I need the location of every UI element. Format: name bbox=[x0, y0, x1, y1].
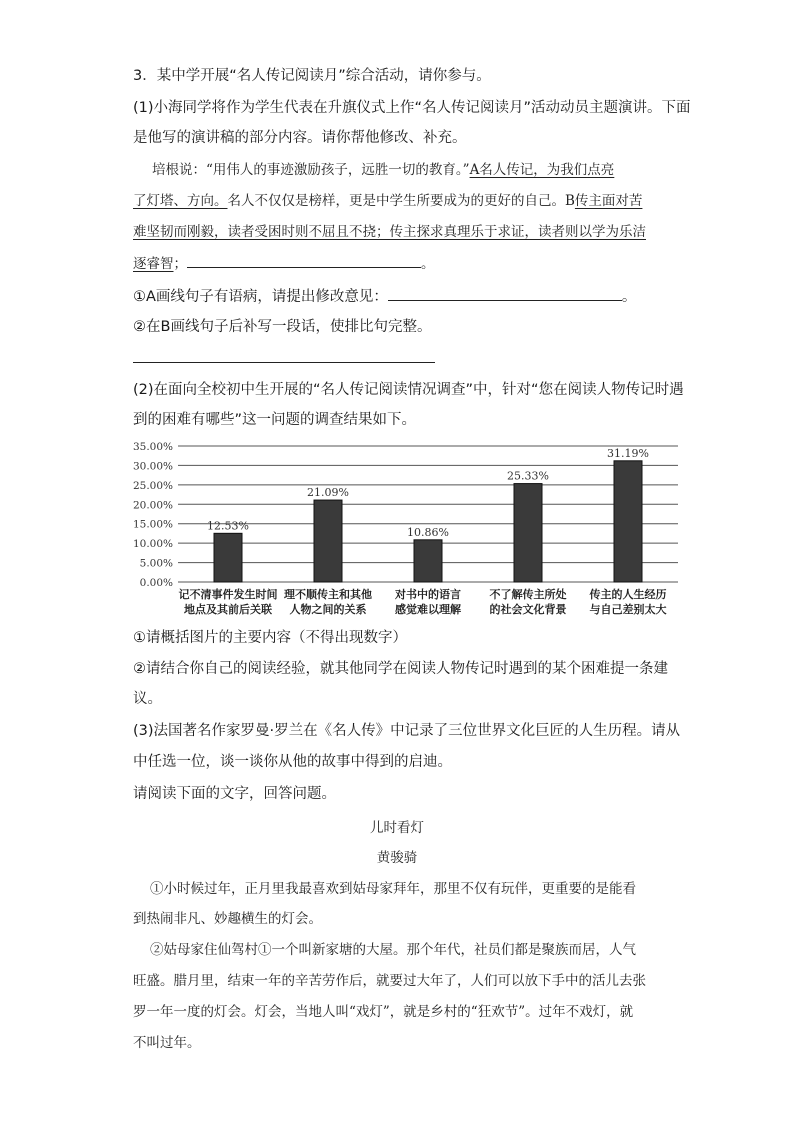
speech-line2 bbox=[133, 191, 642, 211]
x-category-label: 的社会文化背景 bbox=[489, 603, 567, 616]
underlined-sentence-b-cont: 难坚韧而刚毅，读者受困时则不屈且不挠；传主探求真理乐于求证，读者则以学为乐洁 bbox=[133, 224, 646, 240]
task-d-line2: 议。 bbox=[133, 691, 162, 707]
speech-line4: 逐睿智； 。 bbox=[133, 253, 435, 274]
y-tick-label: 25.00% bbox=[132, 479, 173, 492]
x-category-label: 人物之间的关系 bbox=[289, 603, 367, 616]
task-c: ①请概括图片的主要内容（不得出现数字） bbox=[133, 630, 407, 646]
y-tick-label: 35.00% bbox=[132, 441, 173, 453]
underlined-sentence-a: A名人传记，为我们点亮 bbox=[469, 162, 615, 178]
sub1-text-line1: (1)小海同学将作为学生代表在升旗仪式上作“名人传记阅读月”活动动员主题演讲。下面 bbox=[133, 100, 691, 116]
y-tick-label: 5.00% bbox=[139, 557, 173, 570]
speech-line1 bbox=[152, 160, 614, 180]
sub3-text-line1: (3)法国著名作家罗曼·罗兰在《名人传》中记录了三位世界文化巨匠的人生历程。请从 bbox=[133, 723, 681, 739]
x-category-label: 感觉难以理解 bbox=[395, 603, 461, 616]
y-tick-label: 0.00% bbox=[139, 577, 173, 589]
y-tick-label: 20.00% bbox=[132, 499, 173, 512]
task-b: ②在B画线句子后补写一段话，使排比句完整。 bbox=[133, 319, 432, 335]
bar bbox=[514, 484, 542, 582]
bar bbox=[314, 500, 342, 582]
x-category-label: 与自己差别太大 bbox=[589, 603, 667, 616]
speech-line3 bbox=[133, 222, 646, 242]
answer-blank-task-a[interactable] bbox=[388, 286, 622, 301]
x-category-label: 对书中的语言 bbox=[395, 588, 461, 601]
bar-value-label: 21.09% bbox=[307, 486, 349, 500]
y-tick-label: 30.00% bbox=[132, 460, 173, 473]
sub2-text-line1: (2)在面向全校初中生开展的“名人传记阅读情况调查”中，针对“您在阅读人物传记时遇 bbox=[133, 382, 684, 398]
bar bbox=[414, 540, 442, 582]
speech-middle: 名人不仅仅是榜样，更是中学生所要成为的更好的自己。B bbox=[227, 193, 575, 209]
sub3-text-line2: 中任选一位，谈一谈你从他的故事中得到的启迪。 bbox=[133, 754, 452, 770]
survey-bar-chart bbox=[128, 436, 688, 626]
underlined-sentence-b: 传主面对苦 bbox=[574, 193, 643, 209]
x-category-label: 地点及其前后关联 bbox=[184, 603, 272, 616]
article-p2-line4: 不叫过年。 bbox=[133, 1035, 201, 1051]
article-p2-line2: 旺盛。腊月里，结束一年的辛苦劳作后，就要过大年了，人们可以放下手中的活儿去张 bbox=[133, 973, 646, 989]
bar bbox=[214, 533, 242, 582]
speech-quote: 培根说：“用伟人的事迹激励孩子，远胜一切的教育。” bbox=[152, 162, 470, 178]
article-p2-line1: ②姑母家住仙驾村①一个叫新家塘的大屋。那个年代，社员们都是聚族而居，人气 bbox=[150, 942, 636, 958]
x-category-label: 记不清事件发生时间 bbox=[178, 588, 278, 601]
sub1-text-line2: 是他写的演讲稿的部分内容。请你帮他修改、补充。 bbox=[133, 130, 467, 146]
x-category-label: 理不顺传主和其他 bbox=[284, 588, 372, 601]
answer-blank-speech[interactable] bbox=[187, 253, 421, 268]
article-p1-line1: ①小时候过年，正月里我最喜欢到姑母家拜年，那里不仅有玩伴，更重要的是能看 bbox=[150, 881, 636, 897]
bar bbox=[614, 461, 642, 582]
bar-value-label: 31.19% bbox=[607, 446, 649, 460]
answer-blank-task-b[interactable] bbox=[133, 362, 435, 363]
underlined-sentence-a-cont: 了灯塔、方向。 bbox=[133, 193, 228, 209]
bar-value-label: 12.53% bbox=[207, 519, 249, 533]
bar-value-label: 25.33% bbox=[507, 469, 549, 483]
bar-value-label: 10.86% bbox=[407, 525, 449, 539]
task-d-line1: ②请结合你自己的阅读经验，就其他同学在阅读人物传记时遇到的某个困难提一条建 bbox=[133, 661, 668, 677]
question-intro: 3．某中学开展“名人传记阅读月”综合活动，请你参与。 bbox=[133, 68, 491, 84]
y-tick-label: 10.00% bbox=[132, 538, 173, 551]
article-p1-line2: 到热闹非凡、妙趣横生的灯会。 bbox=[133, 911, 322, 927]
x-category-label: 传主的人生经历 bbox=[589, 588, 667, 601]
task-a: ①A画线句子有语病，请提出修改意见： 。 bbox=[133, 286, 636, 307]
y-tick-label: 15.00% bbox=[132, 518, 173, 531]
article-author: 黄骏骑 bbox=[376, 850, 418, 866]
article-p2-line3: 罗一年一度的灯会。灯会，当地人叫“戏灯”，就是乡村的“狂欢节”。过年不戏灯，就 bbox=[133, 1004, 634, 1020]
article-title: 儿时看灯 bbox=[370, 820, 424, 836]
reading-prompt: 请阅读下面的文字，回答问题。 bbox=[133, 786, 336, 802]
sub2-text-line2: 到的困难有哪些”这一问题的调查结果如下。 bbox=[133, 412, 417, 428]
x-category-label: 不了解传主所处 bbox=[489, 588, 567, 601]
underlined-sentence-b-end: 逐睿智 bbox=[133, 256, 174, 272]
